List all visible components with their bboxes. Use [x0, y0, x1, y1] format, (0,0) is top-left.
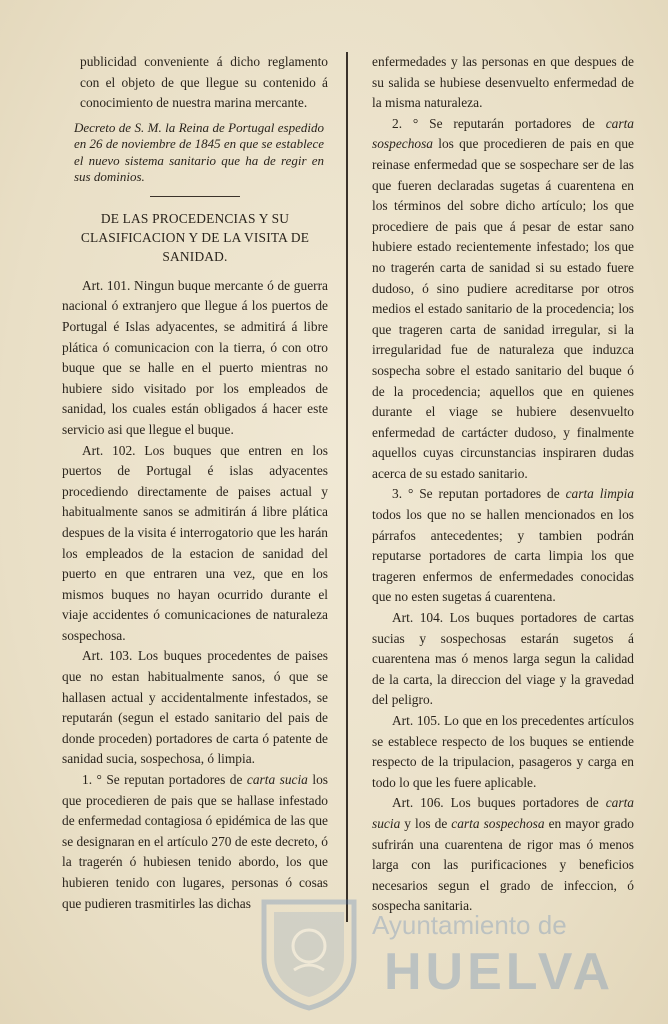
- watermark-line2: HUELVA: [384, 943, 615, 1001]
- watermark-line1: Ayuntamiento de: [372, 910, 567, 940]
- right-column: [372, 52, 634, 917]
- article-102: Art. 102. Los buques que entren en los puertos de Portugal é islas adyacentes procediendo directamente de paises actual y habitualmente sanos se admitirán á libre plática despues de la visita é interrogatorio que les harán los empleados de la estacion de sanidad del puerto en que entraren una vez, que en los mismos buques no hayan ocurrido durante el viaje accidentes ó comunicaciones de naturaleza sospechosa.: [62, 442, 328, 643]
- section-rule: [150, 196, 240, 197]
- paragraph-3-term: carta limpia: [565, 486, 634, 502]
- paragraph-1-body: los que procedieren de pais que se hallase infestado de enfermedad contagiosa ó epidémica de las que se designaran en el artículo 270 de este decreto, ó la tragerén ó hubiesen tenido abordo, los que hubieren tenido con lugares, personas ó cosas que pudieren trasmitirles las dichas: [62, 772, 328, 911]
- article-106-term-sospechosa: carta sospechosa: [451, 815, 545, 831]
- section-heading: DE LAS PROCEDENCIAS Y SU CLASIFICACION Y DE LA VISITA DE SANIDAD.: [80, 210, 310, 264]
- article-106-body: en mayor grado sufrirán una cuarentena de rigor mas ó menos larga con las purificaciones y beneficios necesarios segun el grado de infeccion, ó sospecha sanitaria.: [372, 815, 634, 914]
- left-column: [62, 52, 328, 914]
- article-103: Art. 103. Los buques procedentes de paises que no estan habitualmente sanos, ó que se hallasen actual y accidentalmente infestados, se reputarán (segun el estado sanitario del pais de donde proceden) portadores de carta ó patente de sanidad sucia, sospechosa, ó limpia.: [62, 648, 328, 767]
- paragraph-3-body: todos los que no se hallen mencionados en los párrafos antecedentes; y tambien podrán reputarse portadores de carta limpia los que trageren enfermos de enfermedades conocidas que no esten sugetas á cuarentena.: [372, 507, 634, 605]
- paragraph-3: [372, 484, 634, 608]
- decree-caption: Decreto de S. M. la Reina de Portugal espedido en 26 de noviembre de 1845 en que se establece el nuevo sistema sanitario que ha de regir en sus dominios.: [74, 119, 324, 185]
- article-106: [372, 793, 634, 917]
- intro-paragraph: publicidad conveniente á dicho reglamento con el objeto de que llegue su contenido á conocimiento de nuestra marina mercante.: [80, 54, 328, 111]
- continuation-paragraph: enfermedades y las personas en que despues de su salida se hubiese desenvuelto enfermedad de la misma naturaleza.: [372, 54, 634, 111]
- paragraph-2-head: 2. ° Se reputarán portadores de: [392, 115, 595, 131]
- article-106-term-sucia: carta sucia: [372, 795, 634, 831]
- article-104: Art. 104. Los buques portadores de cartas sucias y sospechosas estarán sugetos á cuarentena mas ó menos larga segun la calidad de la carta, la direccion del viage y la gravedad del peligro.: [372, 610, 634, 708]
- paragraph-1-head: 1. ° Se reputan portadores de: [82, 772, 243, 788]
- article-106-mid: y los de: [404, 815, 448, 831]
- paragraph-2: [372, 114, 634, 485]
- article-101: Art. 101. Ningun buque mercante ó de guerra nacional ó extranjero que llegue á los puertos de Portugal é Islas adyacentes, se admitirá á libre plática ó comunicacion con la tierra, ó con otro buque que se halle en el puerto mientras no hubiere sido visitado por los empleados de sanidad, los cuales están obligados á hacer este servicio asi que llegue el buque.: [62, 277, 328, 437]
- paragraph-1-term: carta sucia: [246, 772, 308, 788]
- paragraph-3-head: 3. ° Se reputan portadores de: [392, 486, 560, 502]
- article-105: Art. 105. Lo que en los precedentes artículos se establece respecto de los buques se entiende respecto de la tripulacion, pasageros y carga en todo lo que les fuere aplicable.: [372, 713, 634, 790]
- paragraph-1: [62, 770, 328, 914]
- paragraph-2-term: carta sospechosa: [372, 115, 634, 152]
- article-106-head: Art. 106. Los buques portadores de: [392, 795, 599, 811]
- column-divider: [346, 52, 348, 922]
- paragraph-2-body: los que procedieren de pais en que reinase enfermedad que se sospechare ser de las que fueren declaradas sugetas á cuarentena en los términos del sobre dicho artículo; los que procediere de pais que á pesar de estar sano hubiere estado recientemente infestado; los que no tragerén carta de sanidad si su estado fuere dudoso, ó sino pudiere acreditarse por otros medios el estado sanitario de la procedencia; los que trageren carta de sanidad irregular, si la irregularidad fue de naturaleza que induzca sospecha sobre el estado sanitario del buque ó de la procedencia; aquellos que en quienes durante el viage se hubiere desenvuelto enfermedad de cartácter dudoso, y finalmente aquellos cuyas circunstancias inspiraren dudas acerca de su estado sanitario.: [372, 136, 634, 481]
